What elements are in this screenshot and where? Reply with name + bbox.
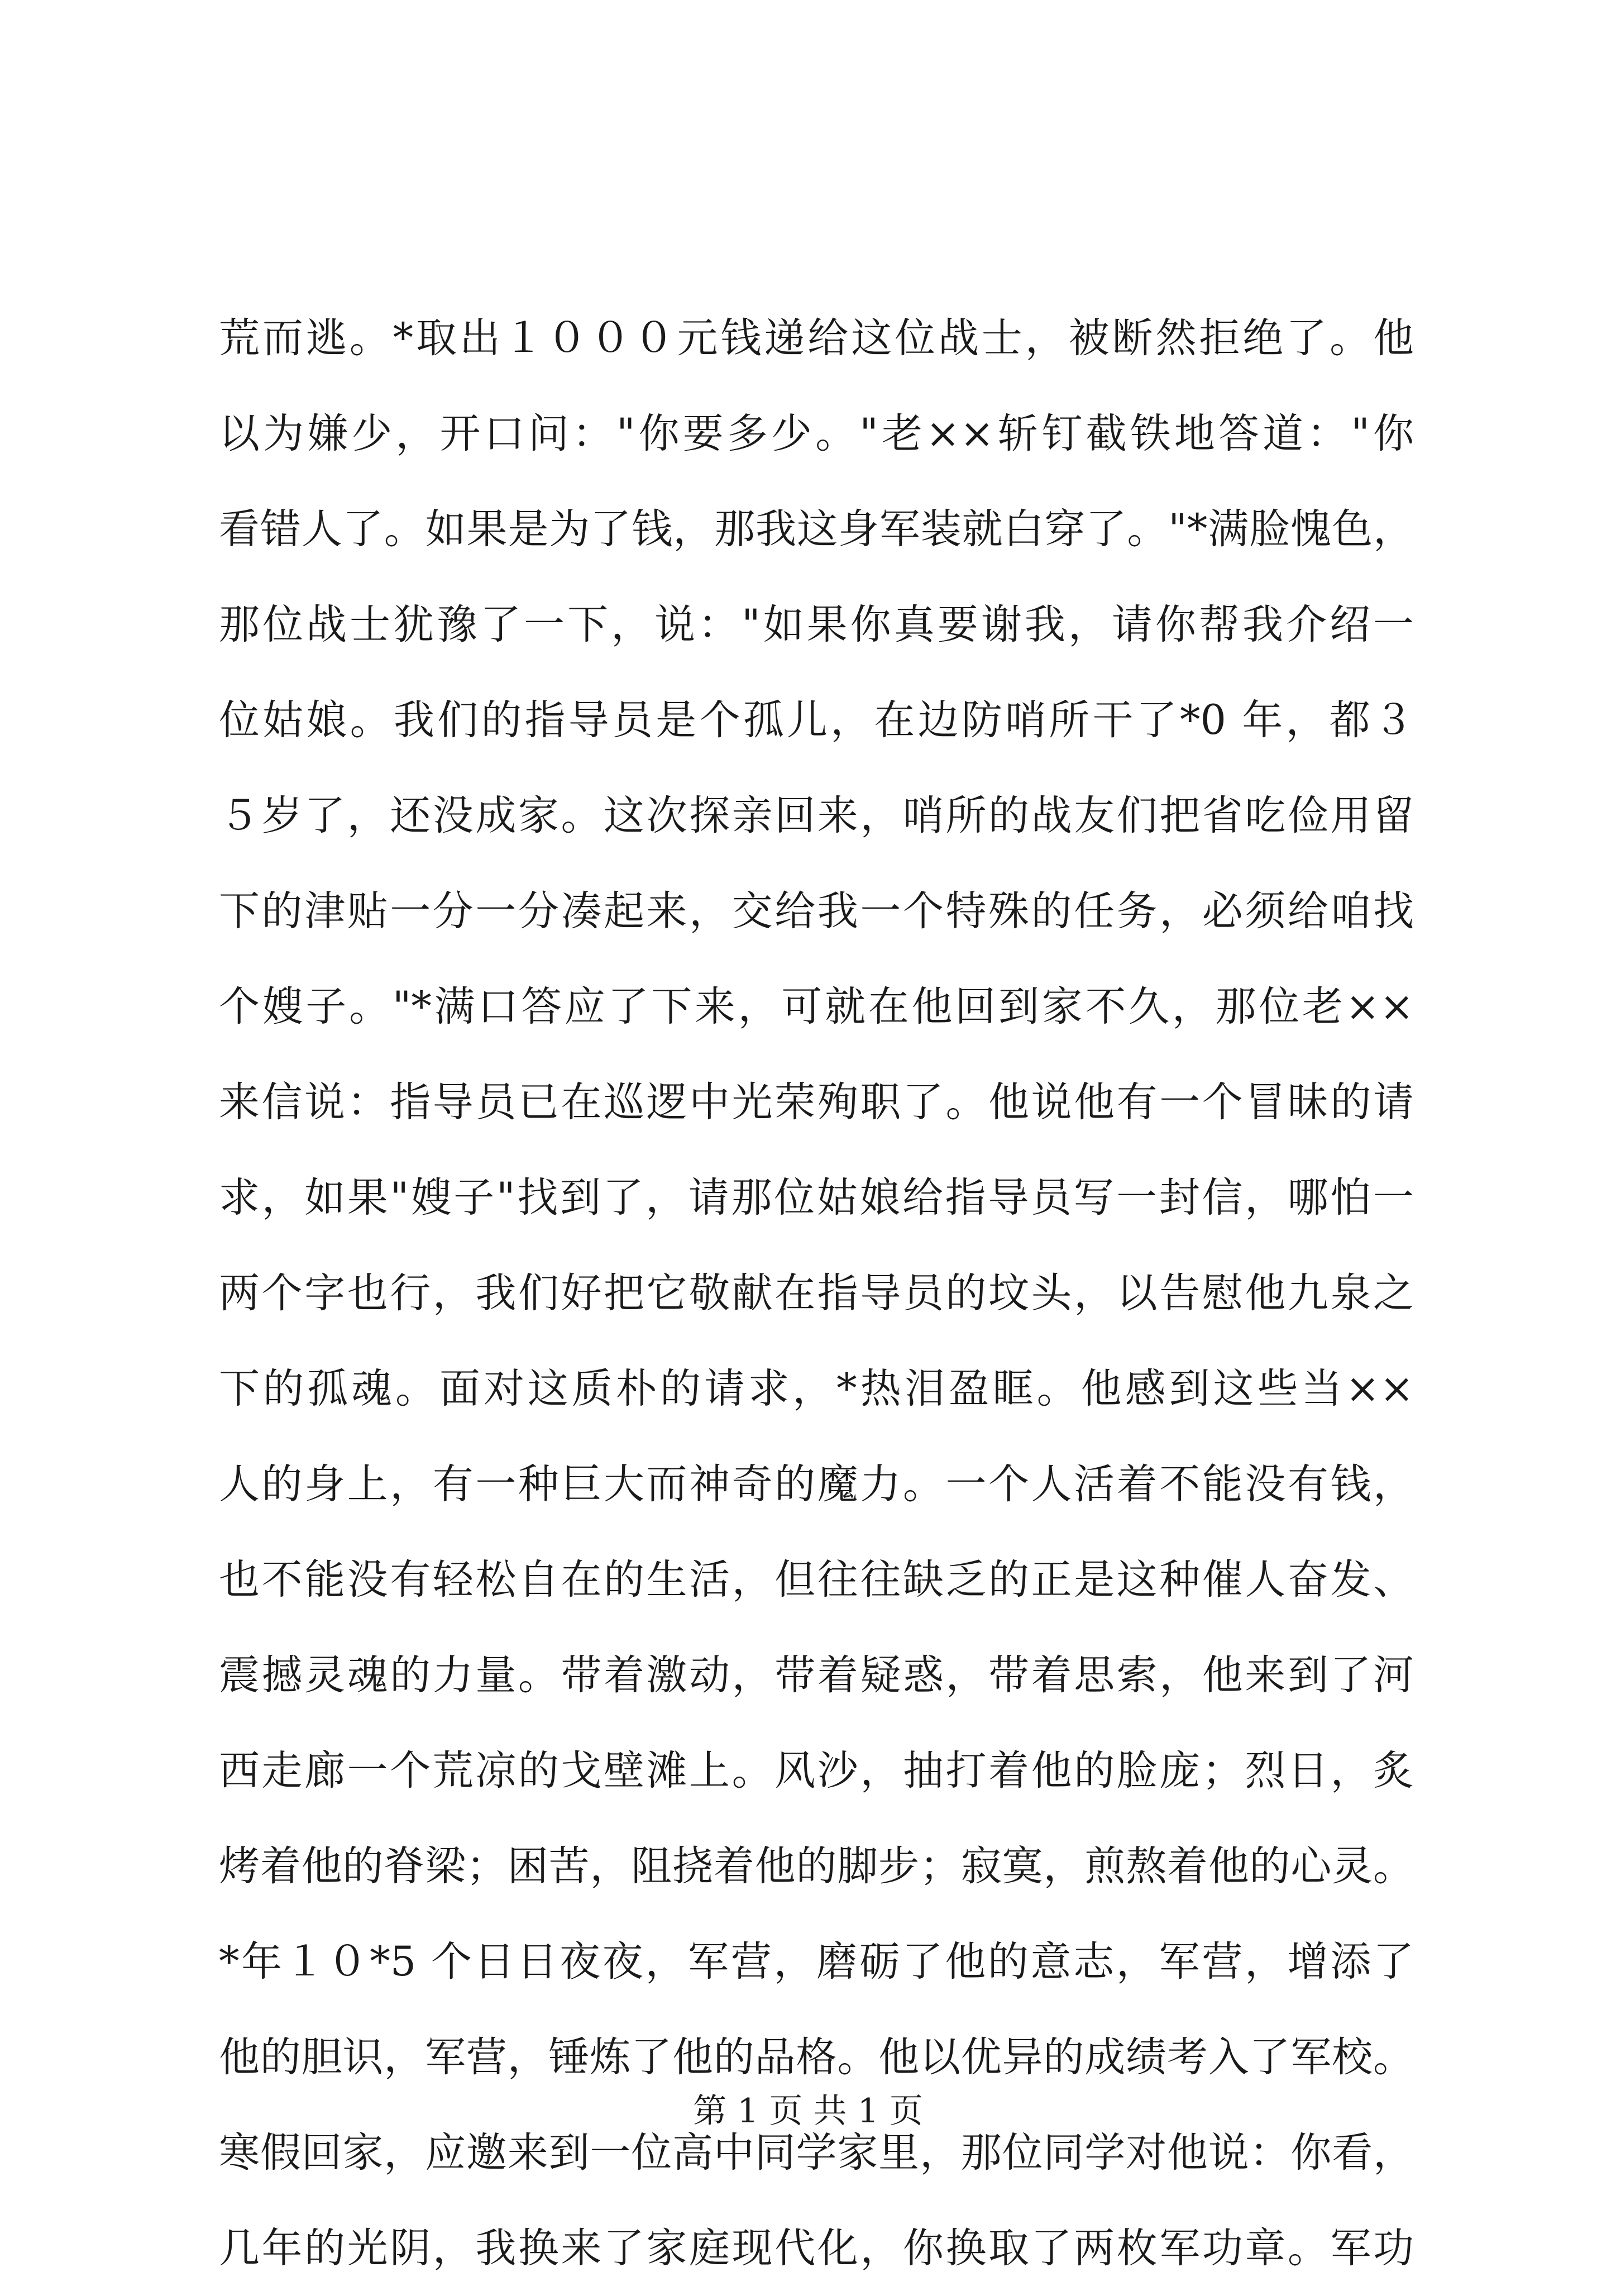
- text-line: ５岁了，还没成家。这次探亲回来，哨所的战友们把省吃俭用留: [219, 792, 1414, 839]
- text-line: *年１０*5 个日日夜夜，军营，磨砺了他的意志，军营，增添了: [219, 1938, 1414, 1985]
- text-line: 下的孤魂。面对这质朴的请求，*热泪盈眶。他感到这些当××: [219, 1365, 1414, 1412]
- text-line: 以为嫌少，开口问："你要多少。"老××斩钉截铁地答道："你: [219, 410, 1414, 457]
- text-line: 西走廊一个荒凉的戈壁滩上。风沙，抽打着他的脸庞；烈日，炙: [219, 1747, 1414, 1794]
- text-line: 来信说：指导员已在巡逻中光荣殉职了。他说他有一个冒昧的请: [219, 1078, 1414, 1126]
- text-line: 寒假回家，应邀来到一位高中同学家里，那位同学对他说：你看，: [219, 2129, 1414, 2176]
- text-line: 人的身上，有一种巨大而神奇的魔力。一个人活着不能没有钱，: [219, 1460, 1414, 1508]
- page-footer: 第 1 页 共 1 页: [693, 2092, 923, 2131]
- text-line: 荒而逃。*取出１０００元钱递给这位战士，被断然拒绝了。他: [219, 314, 1414, 362]
- text-line: 那位战士犹豫了一下，说："如果你真要谢我，请你帮我介绍一: [219, 601, 1414, 648]
- text-line: 也不能没有轻松自在的生活，但往往缺乏的正是这种催人奋发、: [219, 1556, 1414, 1603]
- text-line: 他的胆识，军营，锤炼了他的品格。他以优异的成绩考入了军校。: [219, 2034, 1414, 2081]
- text-line: 个嫂子。"*满口答应了下来，可就在他回到家不久，那位老××: [219, 983, 1414, 1030]
- text-line: 两个字也行，我们好把它敬献在指导员的坟头，以告慰他九泉之: [219, 1269, 1414, 1317]
- text-line: 震撼灵魂的力量。带着激动，带着疑惑，带着思索，他来到了河: [219, 1651, 1414, 1699]
- text-line: 烤着他的脊梁；困苦，阻挠着他的脚步；寂寞，煎熬着他的心灵。: [219, 1842, 1414, 1890]
- body-text: [219, 290, 1414, 2296]
- text-line: 位姑娘。我们的指导员是个孤儿，在边防哨所干了*0 年，都３: [219, 696, 1414, 744]
- text-line: 求，如果"嫂子"找到了，请那位姑娘给指导员写一封信，哪怕一: [219, 1174, 1414, 1221]
- text-line: 几年的光阴，我换来了家庭现代化，你换取了两枚军功章。军功: [219, 2225, 1414, 2272]
- text-line: 看错人了。如果是为了钱，那我这身军装就白穿了。"*满脸愧色，: [219, 505, 1414, 553]
- text-line: 下的津贴一分一分凑起来，交给我一个特殊的任务，必须给咱找: [219, 887, 1414, 935]
